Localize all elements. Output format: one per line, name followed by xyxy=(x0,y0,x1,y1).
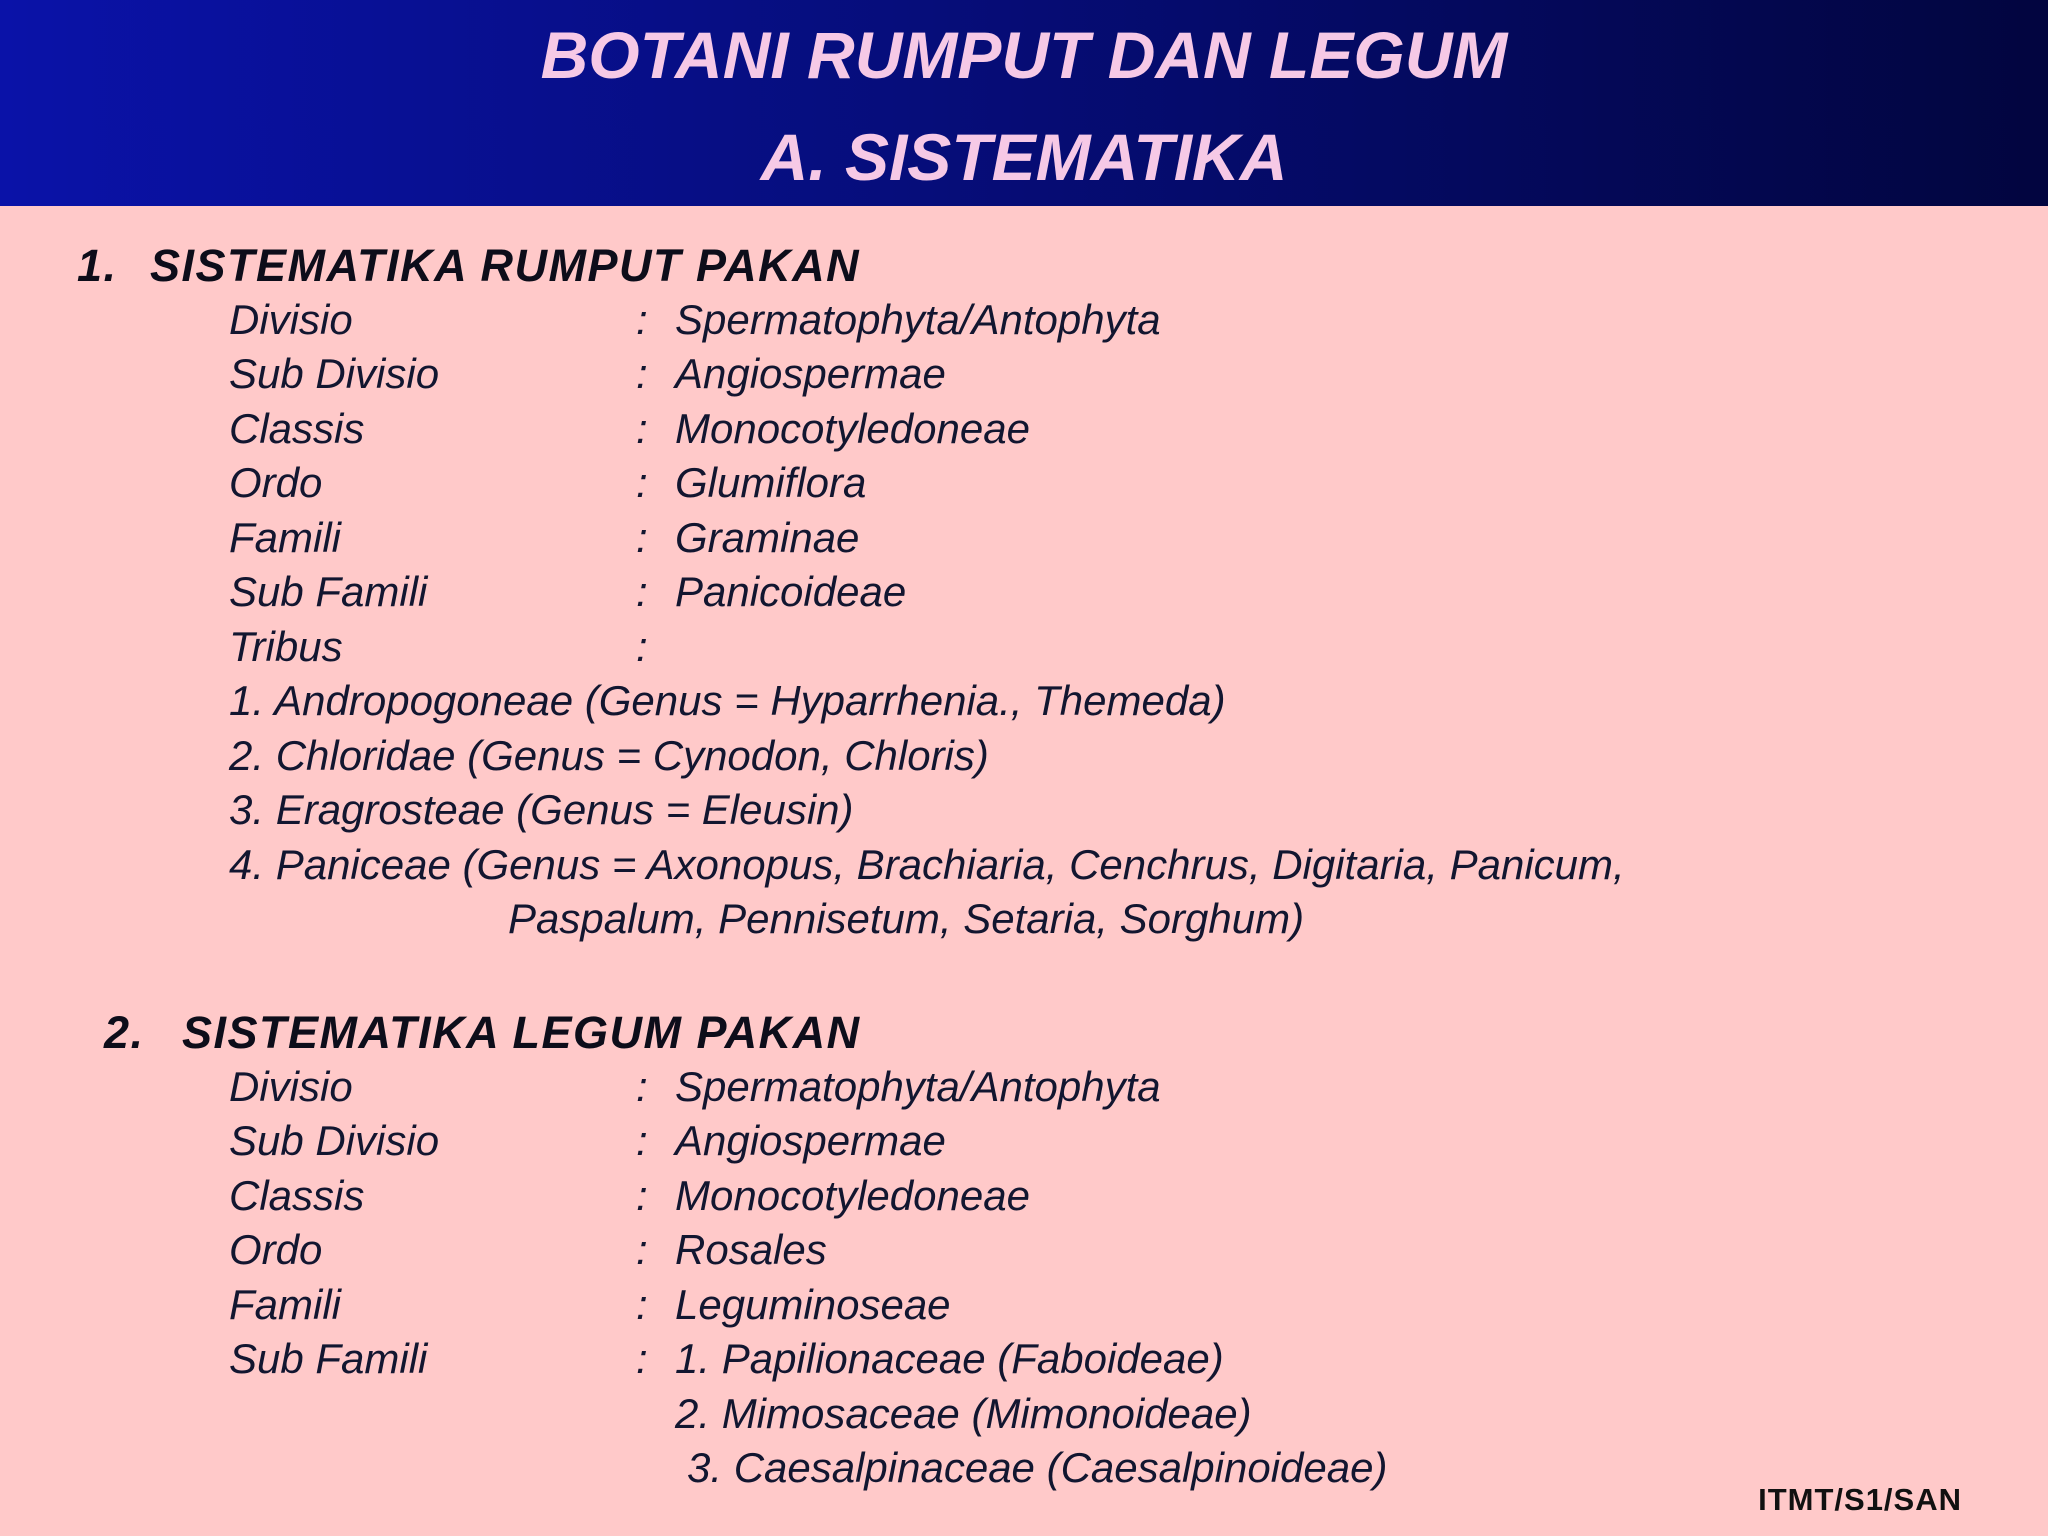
row-colon: : xyxy=(636,568,648,615)
section-legum-heading xyxy=(104,1007,861,1058)
row-value: Angiospermae xyxy=(675,1117,946,1164)
tribe-item: 2. Chloridae (Genus = Cynodon, Chloris) xyxy=(229,732,989,779)
row-colon: : xyxy=(636,1281,648,1328)
row-colon: : xyxy=(636,1063,648,1110)
row-colon: : xyxy=(636,514,648,561)
row-label: Ordo xyxy=(229,459,323,506)
tribe-item: 4. Paniceae (Genus = Axonopus, Brachiaria, Cenchrus, Digitaria, Panicum, xyxy=(229,841,1625,888)
section-rumput-heading xyxy=(77,240,861,291)
row-label: Sub Divisio xyxy=(229,1117,440,1164)
footer-code: ITMT/S1/SAN xyxy=(1758,1482,1962,1517)
row-value: 1. Papilionaceae (Faboideae) xyxy=(675,1335,1224,1382)
tribe-item-continuation: Paspalum, Pennisetum, Setaria, Sorghum) xyxy=(508,895,1305,942)
title-banner xyxy=(0,0,2048,206)
row-value: Leguminoseae xyxy=(675,1281,951,1328)
row-label: Famili xyxy=(229,514,341,561)
row-colon: : xyxy=(636,1226,648,1273)
tribe-item: 3. Eragrosteae (Genus = Eleusin) xyxy=(229,786,854,833)
row-value: Monocotyledoneae xyxy=(675,405,1030,452)
row-label: Tribus xyxy=(229,623,343,670)
row-colon: : xyxy=(636,405,648,452)
row-label: Divisio xyxy=(229,1063,353,1110)
row-colon: : xyxy=(636,1335,648,1382)
row-label: Ordo xyxy=(229,1226,323,1273)
row-value: Angiospermae xyxy=(675,350,946,397)
row-label: Sub Famili xyxy=(229,568,428,615)
row-value: Monocotyledoneae xyxy=(675,1172,1030,1219)
section-rumput-title: SISTEMATIKA RUMPUT PAKAN xyxy=(150,240,861,291)
row-colon: : xyxy=(636,459,648,506)
row-label: Classis xyxy=(229,1172,365,1219)
row-colon: : xyxy=(636,1117,648,1164)
row-value: Panicoideae xyxy=(675,568,907,615)
section-rumput-number: 1. xyxy=(77,240,118,291)
section-legum-title: SISTEMATIKA LEGUM PAKAN xyxy=(182,1007,861,1058)
row-value: Spermatophyta/Antophyta xyxy=(675,296,1161,343)
row-label: Classis xyxy=(229,405,365,452)
row-label: Famili xyxy=(229,1281,341,1328)
row-colon: : xyxy=(636,623,648,670)
row-value: Spermatophyta/Antophyta xyxy=(675,1063,1161,1110)
row-colon: : xyxy=(636,296,648,343)
subfamili-item: 3. Caesalpinaceae (Caesalpinoideae) xyxy=(687,1444,1388,1491)
row-label: Sub Divisio xyxy=(229,350,440,397)
row-colon: : xyxy=(636,350,648,397)
subfamili-item: 2. Mimosaceae (Mimonoideae) xyxy=(675,1390,1252,1437)
slide-subtitle: A. SISTEMATIKA xyxy=(760,120,1288,194)
row-value: Rosales xyxy=(675,1226,827,1273)
tribe-item: 1. Andropogoneae (Genus = Hyparrhenia., Themeda) xyxy=(229,677,1226,724)
row-value: Graminae xyxy=(675,514,860,561)
section-legum-number: 2. xyxy=(104,1007,145,1058)
row-colon: : xyxy=(636,1172,648,1219)
row-value: Glumiflora xyxy=(675,459,867,506)
slide-title: BOTANI RUMPUT DAN LEGUM xyxy=(540,18,1508,92)
row-label: Sub Famili xyxy=(229,1335,428,1382)
row-label: Divisio xyxy=(229,296,353,343)
